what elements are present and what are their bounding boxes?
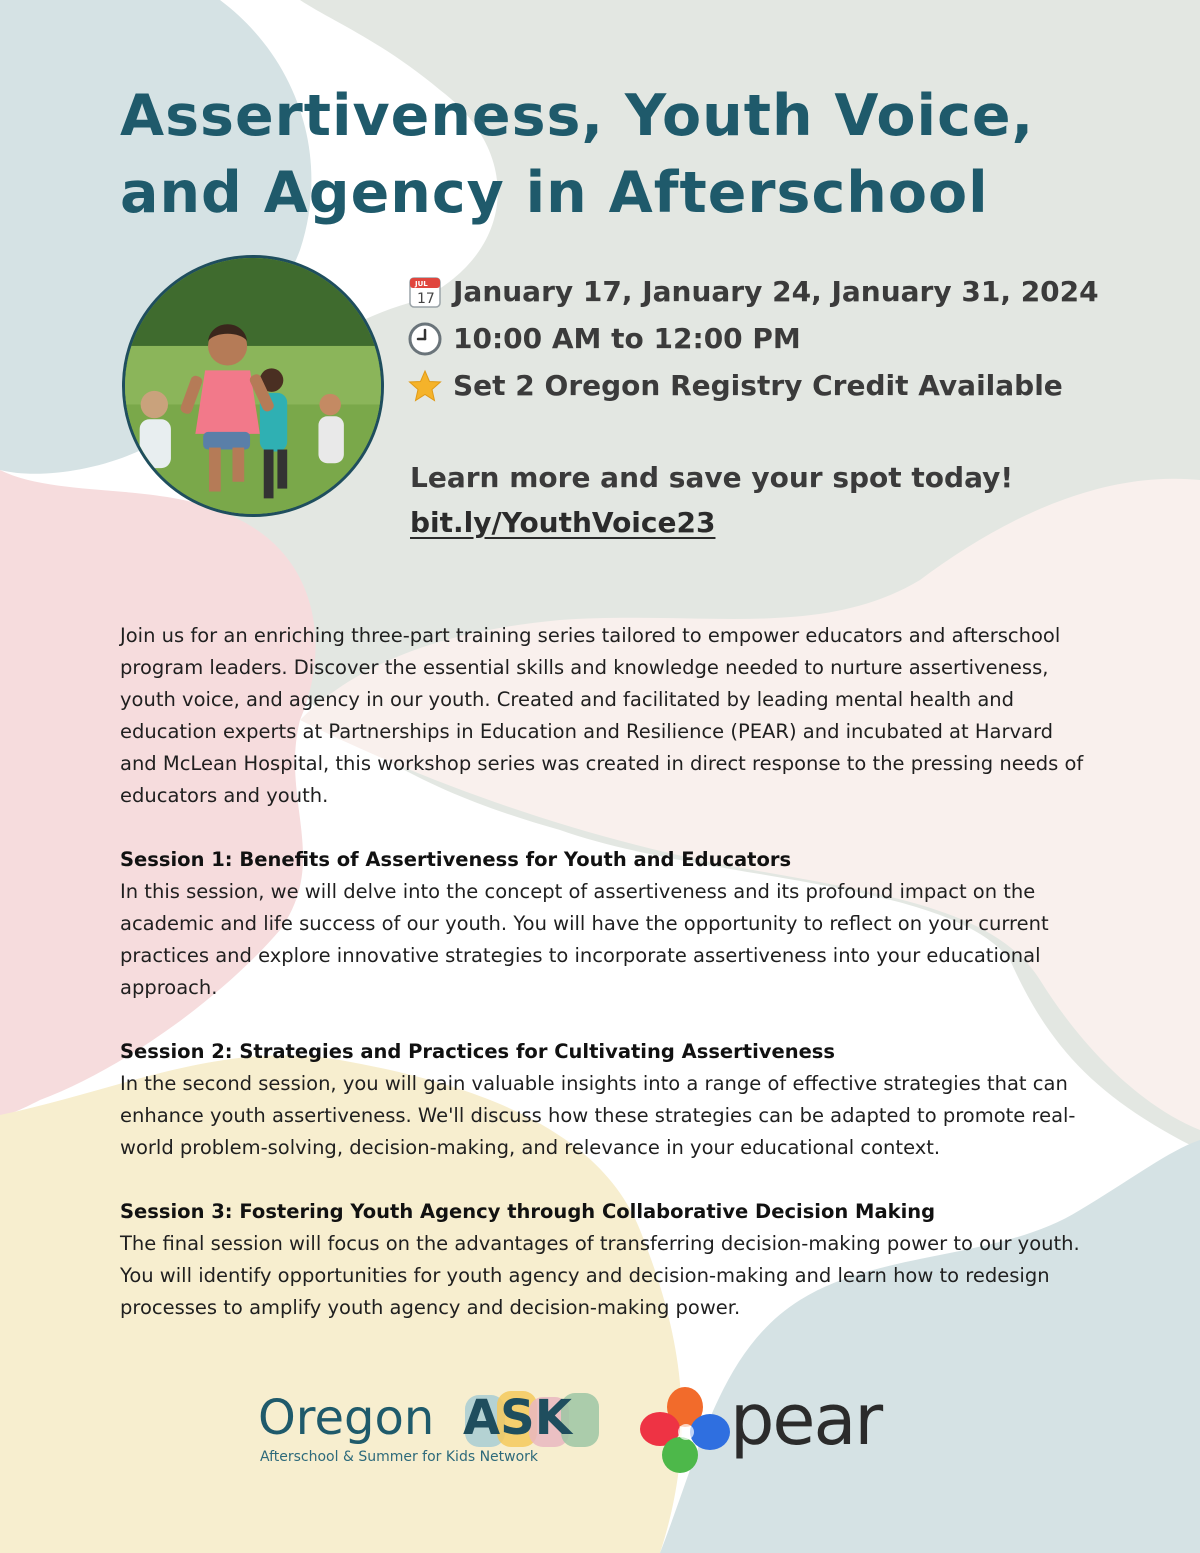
- call-to-action: [410, 455, 1170, 545]
- calendar-icon: [408, 275, 442, 309]
- registration-link[interactable]: bit.ly/YouthVoice23: [410, 506, 716, 539]
- session-3: [120, 1196, 1090, 1324]
- dates-line: [408, 268, 1168, 315]
- registry-credit: Set 2 Oregon Registry Credit Available: [453, 369, 1063, 402]
- svg-text:JUL: JUL: [415, 279, 428, 288]
- event-details: [408, 268, 1168, 409]
- partner-logos: [0, 1379, 1200, 1495]
- pear-logo: [640, 1379, 920, 1477]
- oregon-ask-logo: [258, 1385, 603, 1480]
- clock-icon: [408, 322, 442, 356]
- session-3-body: The final session will focus on the advantages of transferring decision-making power to our youth. You will identify opportunities for youth agency and decision-making and learn how to redesign processes to amplify youth agency and decision-making power.: [120, 1232, 1080, 1319]
- event-time: 10:00 AM to 12:00 PM: [453, 322, 801, 355]
- session-1-title: Session 1: Benefits of Assertiveness for Youth and Educators: [120, 848, 792, 871]
- oregon-ask-tagline: Afterschool & Summer for Kids Network: [260, 1449, 539, 1465]
- intro-paragraph: Join us for an enriching three-part training series tailored to empower educators and afterschool program leaders. Discover the essential skills and knowledge needed to nurture assertiveness, youth voice, and agency in our youth. Created and facilitated by leading mental health and education experts at Partnerships in Education and Resilience (PEAR) and incubated at Harvard and McLean Hospital, this workshop series was created in direct response to the pressing needs of educators and youth.: [120, 624, 1084, 807]
- oregon-ask-word1: Oregon: [258, 1390, 435, 1446]
- event-dates: January 17, January 24, January 31, 2024: [453, 275, 1099, 308]
- oregon-ask-word2: ASK: [463, 1390, 572, 1446]
- children-running-photo: [122, 255, 384, 517]
- children-running-illustration: [125, 258, 381, 514]
- page-title: Assertiveness, Youth Voice, and Agency in Afterschool: [120, 83, 1035, 226]
- time-line: [408, 315, 1168, 362]
- session-3-title: Session 3: Fostering Youth Agency through Collaborative Decision Making: [120, 1200, 936, 1223]
- pear-flower-icon: [640, 1387, 730, 1477]
- session-2-body: In the second session, you will gain valuable insights into a range of effective strategies that can enhance youth assertiveness. We'll discuss how these strategies can be adapted to promote real-world problem-solving, decision-making, and relevance in your educational context.: [120, 1072, 1076, 1159]
- star-icon: [408, 369, 442, 403]
- description: [120, 620, 1090, 1324]
- pear-wordmark: pear: [730, 1379, 882, 1461]
- svg-text:17: 17: [417, 290, 435, 307]
- session-1: [120, 844, 1090, 1004]
- session-2-title: Session 2: Strategies and Practices for Cultivating Assertiveness: [120, 1040, 836, 1063]
- session-1-body: In this session, we will delve into the concept of assertiveness and its profound impact on the academic and life success of our youth. You will have the opportunity to reflect on your current practices and explore innovative strategies to incorporate assertiveness into your educational approach.: [120, 880, 1049, 999]
- cta-text: Learn more and save your spot today!: [410, 461, 1014, 494]
- session-2: [120, 1036, 1090, 1164]
- credit-line: [408, 362, 1168, 409]
